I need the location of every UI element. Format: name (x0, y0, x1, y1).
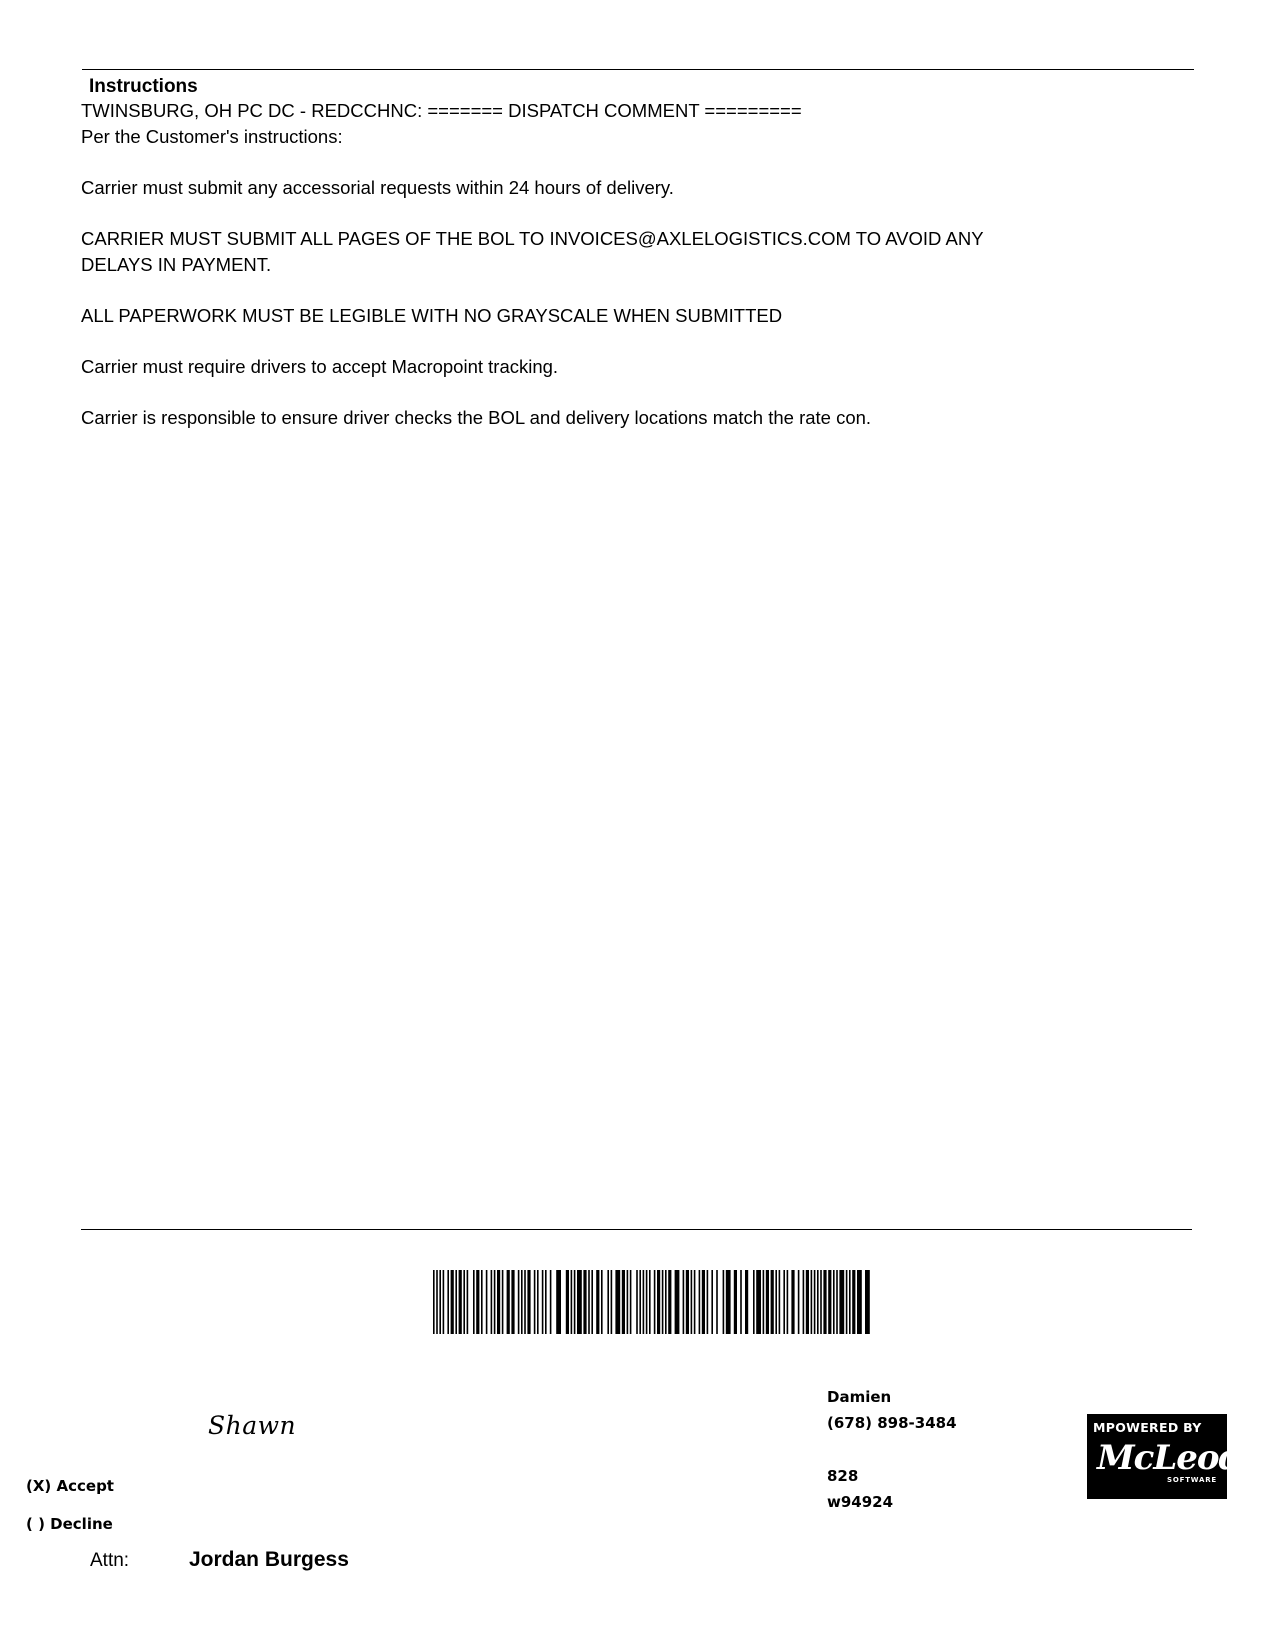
bottom-divider (81, 1229, 1192, 1230)
customer-instructions-line: Per the Customer's instructions: (81, 126, 343, 147)
mcleod-logo (1087, 1414, 1242, 1499)
contact-phone: (678) 898-3484 (827, 1414, 957, 1432)
signature: Shawn (208, 1411, 297, 1440)
attn-name: Jordan Burgess (189, 1548, 349, 1571)
accessorial-instruction: Carrier must submit any accessorial requests within 24 hours of delivery. (81, 177, 674, 198)
barcode (433, 1270, 870, 1334)
decline-option: ( ) Decline (26, 1515, 113, 1533)
logo-sub: SOFTWARE (1167, 1476, 1217, 1484)
instructions-heading: Instructions (89, 76, 198, 97)
top-divider (82, 69, 1194, 70)
contact-reference: w94924 (827, 1493, 894, 1511)
bol-instruction-line2: DELAYS IN PAYMENT. (81, 254, 272, 275)
logo-brand: McLeod (1097, 1438, 1242, 1478)
logo-top-text: MPOWERED BY (1093, 1420, 1202, 1435)
attn-label: Attn: (90, 1550, 130, 1571)
bol-check-instruction: Carrier is responsible to ensure driver checks the BOL and delivery locations match the rate con. (81, 407, 872, 428)
contact-name: Damien (827, 1388, 892, 1406)
macropoint-instruction: Carrier must require drivers to accept Macropoint tracking. (81, 356, 559, 377)
bol-instruction-line1: CARRIER MUST SUBMIT ALL PAGES OF THE BOL TO INVOICES@AXLELOGISTICS.COM TO AVOID ANY (81, 228, 984, 249)
accept-option: (X) Accept (26, 1477, 114, 1495)
dispatch-comment-line: TWINSBURG, OH PC DC - REDCCHNC: ======= DISPATCH COMMENT ========= (81, 100, 802, 121)
contact-code: 828 (827, 1467, 859, 1485)
paperwork-instruction: ALL PAPERWORK MUST BE LEGIBLE WITH NO GRAYSCALE WHEN SUBMITTED (81, 305, 783, 326)
